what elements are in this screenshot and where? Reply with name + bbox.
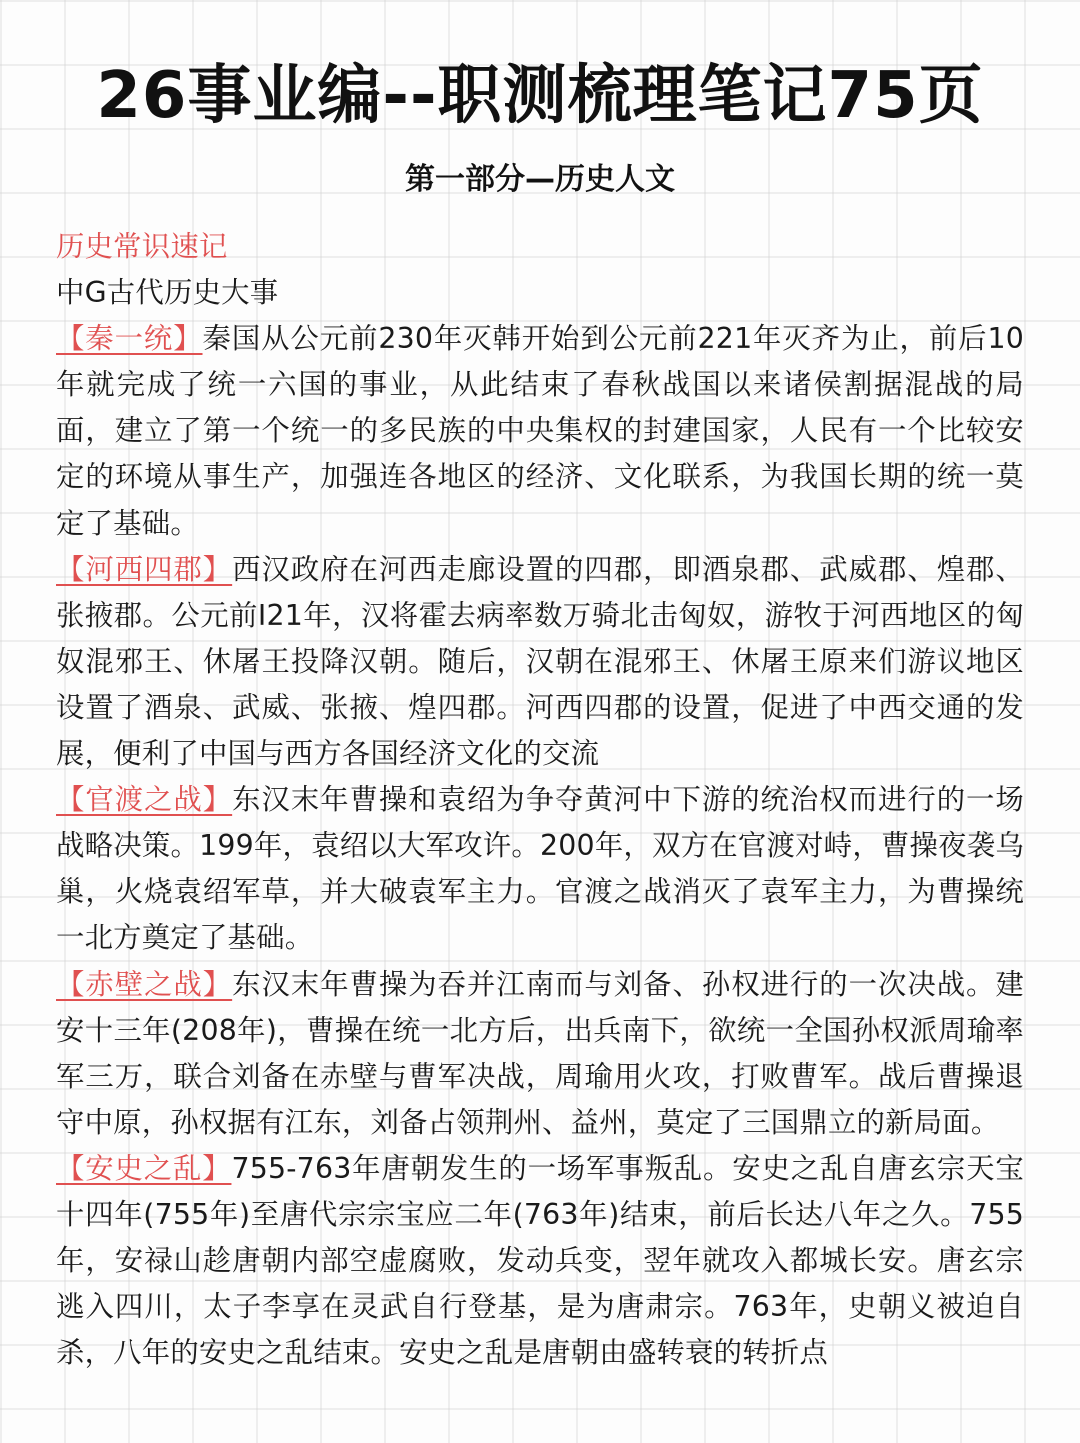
entry-text: 755-763年唐朝发生的一场军事叛乱。安史之乱自唐玄宗天宝十四年(755年)至唐代宗宗宝应二年(763年)结束，前后长达八年之久。755年，安禄山趁唐朝内部空虚腐败，发动兵变，翌年就攻入都城长安。唐玄宗逃入四川，太子李享在灵武自行登基，是为唐肃宗。763年，史朝义被迫自杀，八年的安史之乱结束。安史之乱是唐朝由盛转衰的转折点 — [56, 1151, 1025, 1370]
entry-tag: 【秦一统】 — [56, 322, 203, 356]
entry-tag: 【赤壁之战】 — [56, 967, 233, 1001]
section-label: 历史常识速记 — [56, 230, 228, 263]
entry-qin-unification — [56, 316, 1024, 546]
entry-text: 秦国从公元前230年灭韩开始到公元前221年灭齐为止，前后10年就完成了统一六国的事业，从此结束了春秋战国以来诸侯割据混战的局面，建立了第一个统一的多民族的中央集权的封建国家，人民有一个比较安定的环境从事生产，加强连各地区的经济、文化联系，为我国长期的统一莫定了基础。 — [56, 322, 1024, 540]
entry-text: 西汉政府在河西走廊设置的四郡，即酒泉郡、武威郡、煌郡、张掖郡。公元前I21年，汉将霍去病率数万骑北击匈奴，游牧于河西地区的匈奴混邪王、休屠王投降汉朝。随后，汉朝在混邪王、休屠王原来们游议地区设置了酒泉、武威、张掖、煌四郡。河西四郡的设置，促进了中西交通的发展，便利了中国与西方各国经济文化的交流 — [56, 552, 1024, 771]
entry-hexi-four-commanderies — [56, 547, 1024, 777]
entry-battle-of-guandu — [56, 777, 1024, 961]
entry-tag: 【安史之乱】 — [56, 1151, 232, 1185]
entry-text: 东汉末年曹操和袁绍为争夺黄河中下游的统治权而进行的一场战略决策。199年，袁绍以大军攻许。200年，双方在官渡对峙，曹操夜袭乌巢，火烧袁绍军草，并大破袁军主力。官渡之战消灭了袁军主力，为曹操统一北方奠定了基础。 — [56, 783, 1024, 955]
entry-battle-of-red-cliffs — [56, 962, 1024, 1146]
section-subheading: 中G古代历史大事 — [56, 276, 279, 310]
entry-text: 东汉末年曹操为吞并江南而与刘备、孙权进行的一次决战。建安十三年(208年)，曹操在统一北方后，出兵南下，欲统一全国孙权派周瑜率军三万，联合刘备在赤壁与曹军决战，周瑜用火攻，打败曹军。战后曹操退守中原，孙权据有江东，刘备占领荆州、益州，莫定了三国鼎立的新局面。 — [56, 967, 1024, 1139]
entry-tag: 【官渡之战】 — [56, 783, 233, 817]
entry-tag: 【河西四郡】 — [56, 552, 233, 586]
entry-an-shi-rebellion — [56, 1146, 1024, 1376]
page-title: 26事业编--职测梳理笔记75页 — [96, 59, 984, 133]
content-body — [56, 224, 1024, 1376]
part-subtitle: 第一部分—历史人文 — [405, 162, 675, 197]
